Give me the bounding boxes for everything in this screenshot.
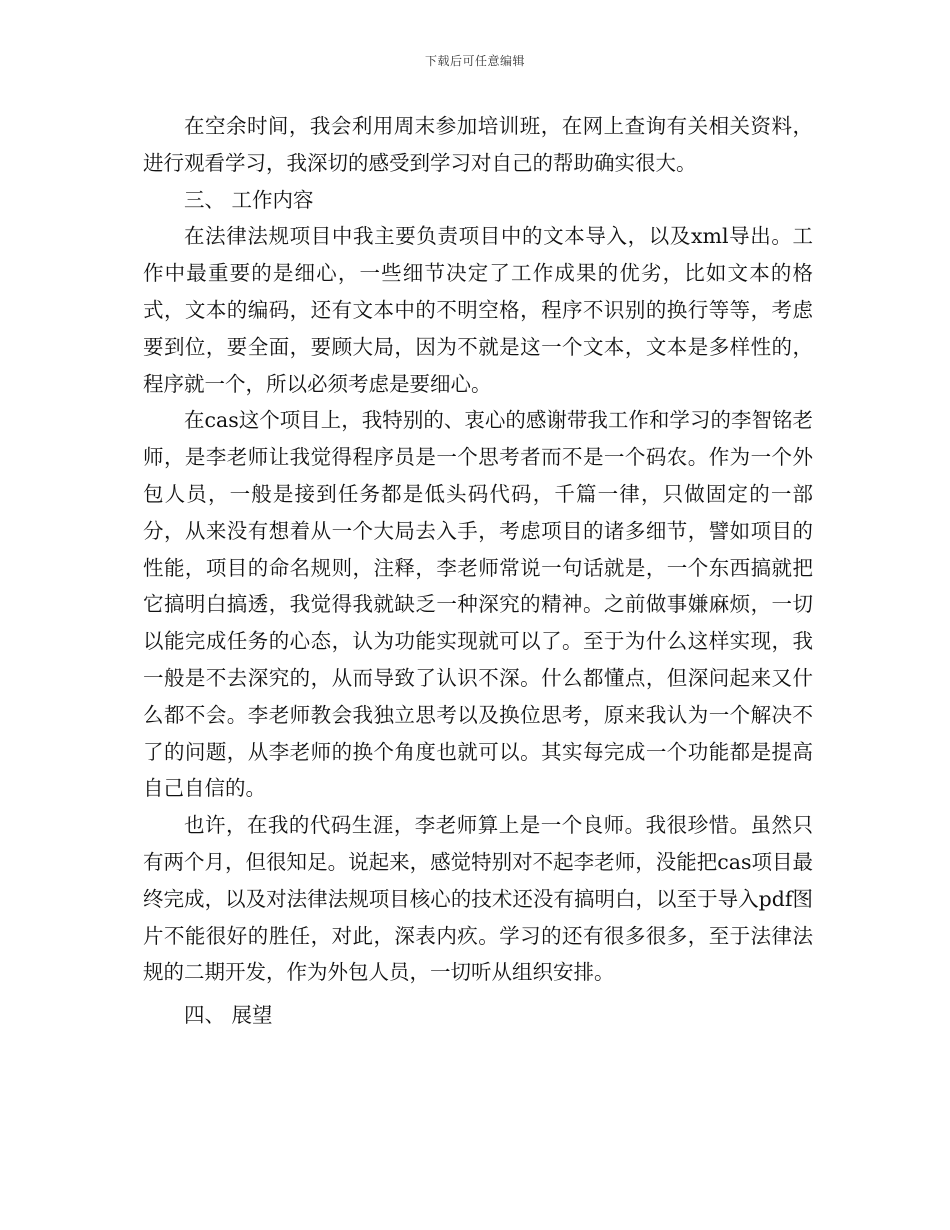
paragraph-cas-project: 在cas这个项目上，我特别的、衷心的感谢带我工作和学习的李智铭老师，是李老师让我觉得程序员是一个思考者而不是一个码农。作为一个外包人员，一般是接到任务都是低头码代码，千篇一律，只做固定的一部分，从来没有想着从一个大局去入手，考虑项目的诸多细节，譬如项目的性能，项目的命名规则，注释，李老师常说一句话就是，一个东西搞就把它搞明白搞透，我觉得我就缺乏一种深究的精神。之前做事嫌麻烦，一切以能完成任务的心态，认为功能实现就可以了。至于为什么这样实现，我一般是不去深究的，从而导致了认识不深。什么都懂点，但深问起来又什么都不会。李老师教会我独立思考以及换位思考，原来我认为一个解决不了的问题，从李老师的换个角度也就可以。其实每完成一个功能都是提高自己自信的。	[143, 408, 813, 801]
section-heading-work-content: 三、 工作内容	[184, 187, 314, 212]
section-heading-outlook: 四、 展望	[184, 1003, 273, 1028]
paragraph-study: 在空余时间，我会利用周末参加培训班，在网上查询有关相关资料，进行观看学习，我深切的感受到学习对自己的帮助确实很大。	[143, 114, 813, 175]
paragraph-legal-project: 在法律法规项目中我主要负责项目中的文本导入，以及xml导出。工作中最重要的是细心，一些细节决定了工作成果的优劣，比如文本的格式，文本的编码，还有文本中的不明空格，程序不识别的换行等等，考虑要到位，要全面，要顾大局，因为不就是这一个文本，文本是多样性的，程序就一个，所以必须考虑是要细心。	[143, 224, 813, 396]
page-header: 下载后可任意编辑	[424, 54, 525, 68]
paragraph-mentor: 也许，在我的代码生涯，李老师算上是一个良师。我很珍惜。虽然只有两个月，但很知足。说起来，感觉特别对不起李老师，没能把cas项目最终完成，以及对法律法规项目核心的技术还没有搞明白，以至于导入pdf图片不能很好的胜任，对此，深表内疚。学习的还有很多很多，至于法律法规的二期开发，作为外包人员，一切听从组织安排。	[143, 813, 813, 985]
document-body	[143, 108, 813, 1034]
